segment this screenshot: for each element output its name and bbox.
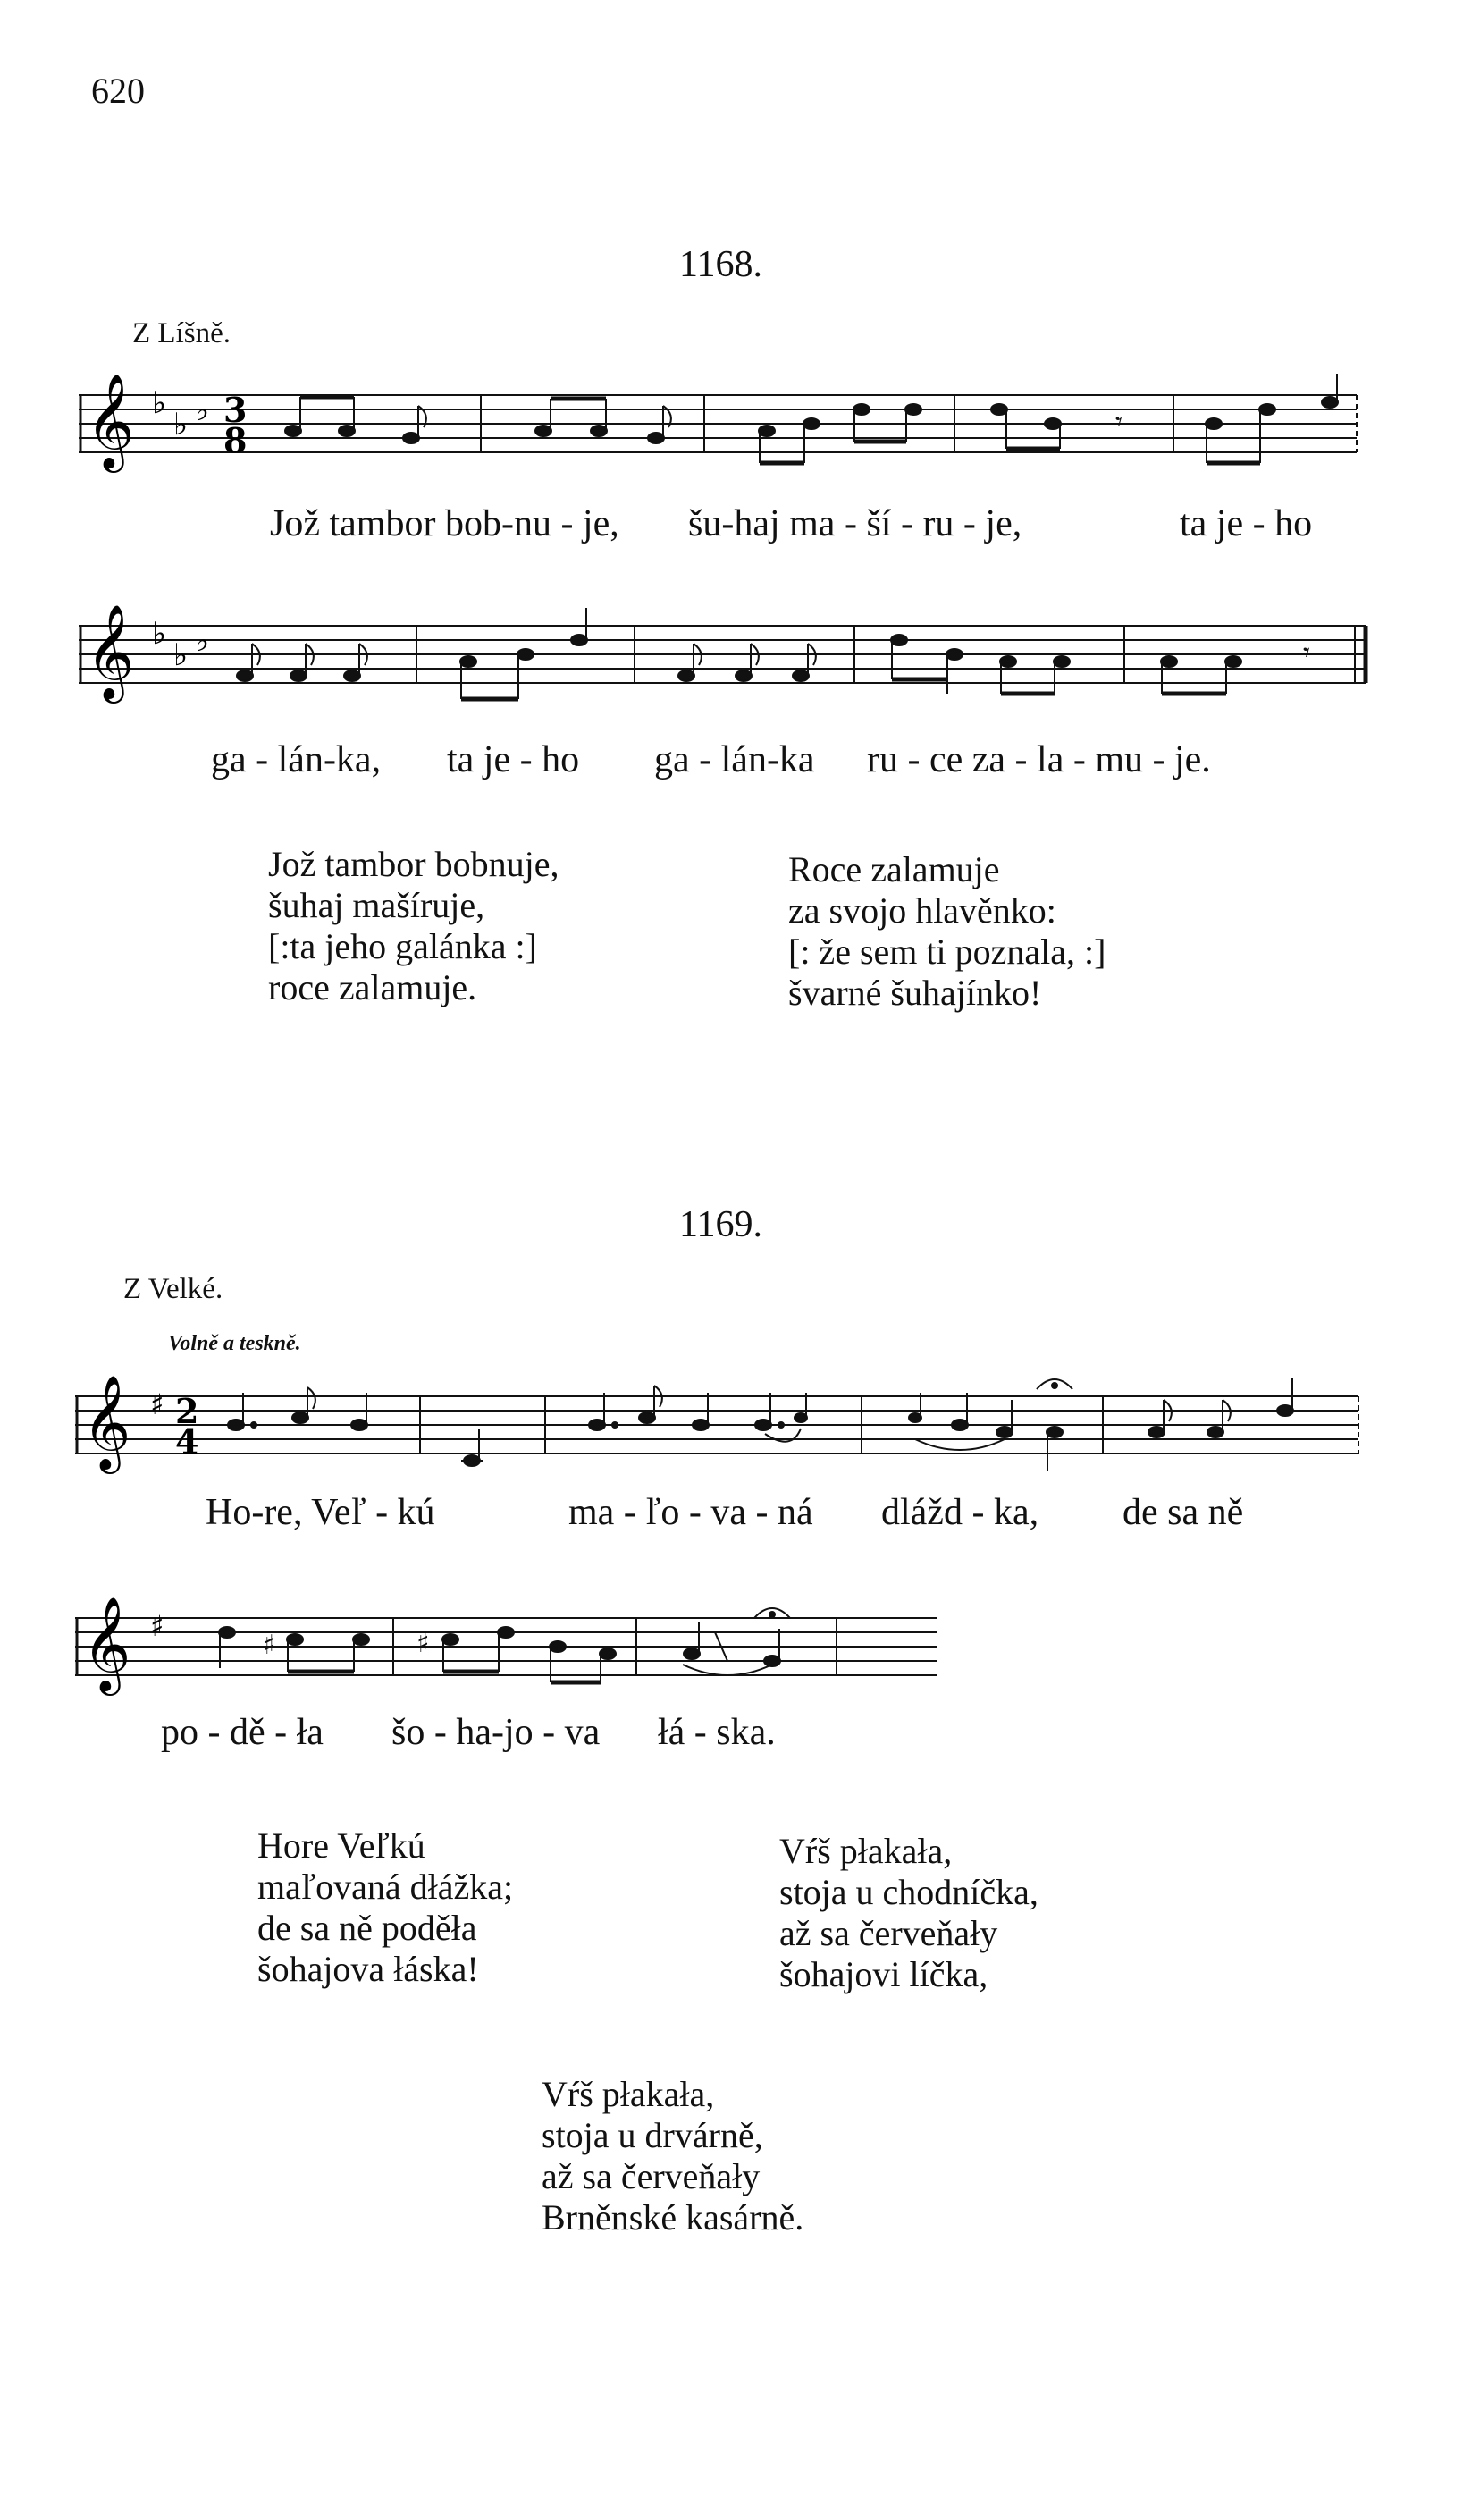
svg-text:3: 3 (223, 390, 248, 430)
treble-clef-icon: 𝄞 (86, 373, 135, 468)
stanza-line: až sa červeňały (779, 1913, 998, 1953)
stanza-1169-2 (779, 1831, 1038, 1995)
treble-clef-icon: 𝄞 (82, 1374, 131, 1470)
lyric-1168-line1-seg1: Jož tambor bob-nu - je, (270, 503, 619, 544)
lyric-1168-line1-seg3: ta je - ho (1180, 503, 1313, 544)
stanza-line: [: že sem ti poznala, :] (788, 931, 1106, 972)
song-number-1168: 1168. (679, 244, 762, 285)
svg-text:♭: ♭ (173, 407, 189, 442)
notes-1168-line1 (285, 374, 1338, 463)
music-staff-1168-line1 (79, 373, 1375, 480)
stanza-line: šohajovi líčka, (779, 1954, 988, 1994)
stanza-1168-1 (268, 844, 559, 1008)
stanza-1169-1 (257, 1825, 513, 1990)
music-staff-1169-line2 (75, 1596, 969, 1699)
stanza-1168-2 (788, 849, 1106, 1014)
stanza-line: Jož tambor bobnuje, (268, 844, 559, 884)
song-origin-1169: Z Velké. (123, 1273, 223, 1305)
stanza-line: de sa ně poděła (257, 1908, 477, 1948)
svg-text:♭: ♭ (152, 616, 167, 652)
stanza-line: Hore Veľkú (257, 1825, 425, 1866)
svg-text:2: 2 (175, 1391, 199, 1431)
page-number: 620 (91, 71, 145, 111)
svg-text:♯: ♯ (416, 1628, 430, 1659)
stanza-line: Roce zalamuje (788, 849, 1000, 889)
song-number-1169: 1169. (679, 1204, 762, 1245)
svg-text:♭: ♭ (195, 392, 210, 428)
song-origin-1168: Z Líšně. (132, 317, 231, 350)
stanza-line: za svojo hlavěnko: (788, 890, 1056, 931)
svg-text:𝄾: 𝄾 (1115, 407, 1122, 438)
stanza-line: stoja u drvárně, (542, 2115, 763, 2155)
stanza-line: až sa červeňały (542, 2156, 761, 2196)
lyric-1169-line1-seg4: de sa ně (1122, 1492, 1244, 1533)
svg-text:4: 4 (175, 1421, 199, 1462)
lyric-1168-line2-seg4: ru - ce za - la - mu - je. (867, 739, 1211, 780)
svg-text:♯: ♯ (263, 1630, 276, 1661)
stanza-line: Brněnské kasárně. (542, 2197, 804, 2238)
time-signature (223, 390, 247, 460)
lyric-1169-line2-seg3: łá - ska. (658, 1712, 776, 1753)
stanza-line: šuhaj mašíruje, (268, 885, 485, 925)
stanza-line: šohajova łáska! (257, 1949, 479, 1989)
lyric-1169-line1-seg3: dlážd - ka, (881, 1492, 1039, 1533)
stanza-line: roce zalamuje. (268, 967, 477, 1007)
svg-text:♭: ♭ (195, 623, 210, 659)
notes-1169-line2 (219, 1608, 790, 1682)
stanza-line: [:ta jeho galánka :] (268, 926, 537, 966)
stanza-line: Vŕš płakała, (542, 2074, 715, 2114)
lyric-1169-line1-seg1: Ho-re, Veľ - kú (206, 1492, 435, 1533)
time-signature (175, 1391, 198, 1462)
lyric-1169-line2-seg1: po - dě - ła (161, 1712, 324, 1753)
key-signature-sharp-icon: ♯ (150, 1609, 164, 1643)
stanza-1169-3 (542, 2074, 803, 2238)
key-signature-sharp-icon: ♯ (150, 1387, 164, 1421)
stanza-line: stoja u chodníčka, (779, 1872, 1038, 1912)
lyric-1168-line2-seg1: ga - lán-ka, (211, 739, 382, 780)
key-signature-flats-icon (152, 385, 209, 442)
music-staff-1168-line2 (79, 603, 1375, 711)
stanza-line: maľovaná dłážka; (257, 1867, 514, 1907)
music-staff-1169-line1 (75, 1374, 1371, 1478)
tempo-marking: Volně a teskně. (168, 1332, 301, 1355)
stanza-line: švarné šuhajínko! (788, 973, 1042, 1013)
svg-text:♭: ♭ (152, 385, 167, 421)
treble-clef-icon: 𝄞 (86, 603, 135, 699)
lyric-1169-line2-seg2: šo - ha-jo - va (391, 1712, 601, 1753)
lyric-1168-line2-seg2: ta je - ho (447, 739, 580, 780)
svg-text:𝄾: 𝄾 (1303, 637, 1310, 669)
svg-text:♭: ♭ (173, 637, 189, 673)
stanza-line: Vŕš płakała, (779, 1831, 953, 1871)
key-signature-flats-icon (152, 616, 209, 673)
svg-text:8: 8 (223, 420, 248, 460)
lyric-1168-line2-seg3: ga - lán-ka (654, 739, 815, 780)
treble-clef-icon: 𝄞 (82, 1596, 131, 1691)
lyric-1169-line1-seg2: ma - ľo - va - ná (568, 1492, 813, 1533)
lyric-1168-line1-seg2: šu-haj ma - ší - ru - je, (688, 503, 1022, 544)
